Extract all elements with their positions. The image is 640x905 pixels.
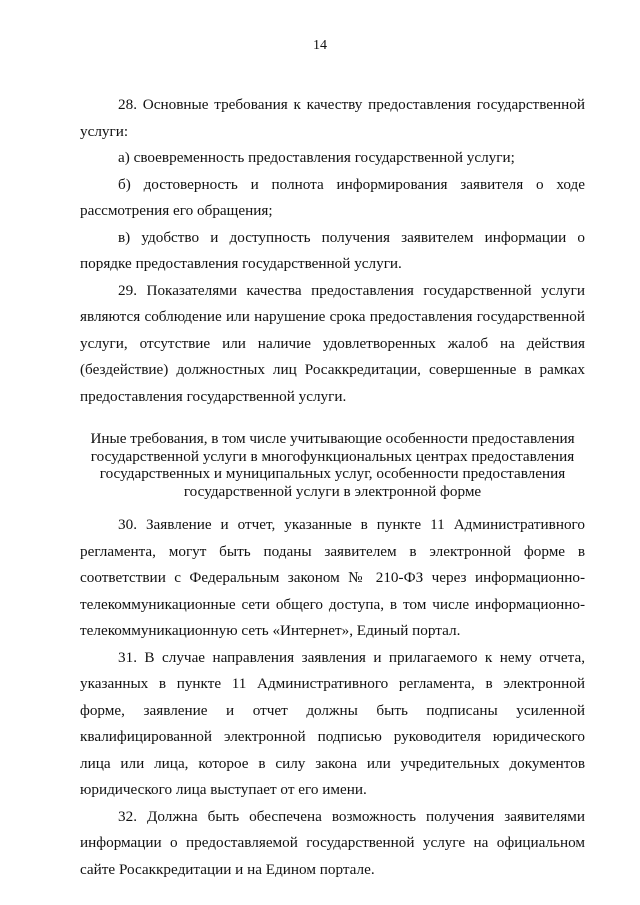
paragraph-28: 28. Основные требования к качеству предоставления государственной услуги: bbox=[80, 96, 585, 140]
paragraph-31: 31. В случае направления заявления и прилагаемого к нему отчета, указанных в пункте 11 Административного регламента, в электронной форме, заявление и отчет должны быть подписаны усиленной квалифицированной электронной подписью руководителя юридического лица или лица, которое в силу закона или учредительных документов юридического лица выступает от его имени. bbox=[80, 648, 585, 798]
paragraph-32: 32. Должна быть обеспечена возможность получения заявителями информации о предоставляемой государственной услуге на официальном сайте Росаккредитации и на Едином портале. bbox=[80, 807, 585, 878]
paragraph-30: 30. Заявление и отчет, указанные в пункте 11 Административного регламента, могут быть поданы заявителем в электронной форме в соответствии с Федеральным законом № 210-ФЗ через информационно-телекоммуникационные сети общего доступа, в том числе информационно-телекоммуникационную сеть «Интернет», Единый портал. bbox=[80, 516, 585, 639]
paragraph-28b: б) достоверность и полнота информирования заявителя о ходе рассмотрения его обращения; bbox=[80, 175, 585, 219]
electronic-form-section bbox=[80, 512, 585, 883]
section-heading: Иные требования, в том числе учитывающие особенности предоставления государственной услуги в многофункциональных центрах предоставления государственных и муниципальных услуг, особенности предоставления государственной услуги в электронной форме bbox=[90, 430, 575, 500]
paragraph-28a: а) своевременность предоставления государственной услуги; bbox=[118, 149, 515, 166]
page-number: 14 bbox=[313, 38, 327, 53]
paragraph-28c: в) удобство и доступность получения заявителем информации о порядке предоставления государственной услуги. bbox=[80, 228, 585, 272]
requirements-section bbox=[80, 92, 585, 410]
paragraph-29: 29. Показателями качества предоставления государственной услуги являются соблюдение или нарушение срока предоставления государственной услуги, отсутствие или наличие удовлетворенных жалоб на действия (бездействие) должностных лиц Росаккредитации, совершенные в рамках предоставления государственной услуги. bbox=[80, 281, 585, 405]
